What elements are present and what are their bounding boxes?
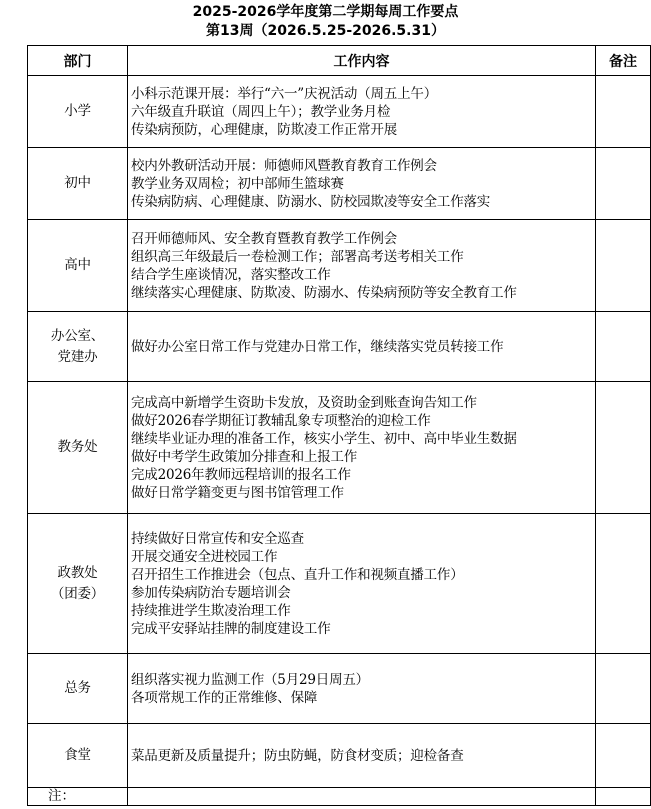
table-row [28, 724, 651, 788]
dept-cell [28, 148, 128, 220]
dept-name: （团委） [50, 585, 105, 602]
work-item: 做好2026春学期征订教辅乱象专项整治的迎检工作 [131, 412, 431, 429]
note-cell [596, 220, 651, 312]
table-row [28, 654, 651, 724]
table-body [28, 76, 651, 788]
dept-name: 高中 [64, 257, 91, 273]
dept-name: 教务处 [57, 439, 98, 455]
work-item: 持续推进学生欺凌治理工作 [131, 602, 291, 619]
dept-cell [28, 654, 128, 724]
table-row [28, 382, 651, 514]
note-cell [596, 312, 651, 382]
dept-name: 初中 [64, 175, 91, 191]
note-cell [596, 724, 651, 788]
work-item: 小科示范课开展：举行“六一”庆祝活动（周五上午） [131, 85, 438, 102]
table-row [28, 148, 651, 220]
work-item: 完成高中新增学生资助卡发放，及资助金到账查询告知工作 [131, 394, 477, 411]
note-cell [596, 514, 651, 654]
footer-note-cell [596, 788, 651, 806]
work-item: 传染病防病、心理健康、防溺水、防校园欺凌等安全工作落实 [131, 193, 491, 210]
dept-cell [28, 76, 128, 148]
work-item: 菜品更新及质量提升；防虫防蝇，防食材变质；迎检备查 [131, 747, 464, 764]
dept-name: 小学 [64, 103, 91, 119]
dept-cell [28, 724, 128, 788]
work-item: 各项常规工作的正常维修、保障 [131, 689, 318, 706]
note-cell [596, 654, 651, 724]
work-item: 组织落实视力监测工作（5月29日周五） [131, 671, 369, 688]
work-content-cell [128, 312, 596, 382]
work-item: 完成平安驿站挂牌的制度建设工作 [131, 620, 331, 637]
header-dept: 部门 [28, 46, 128, 76]
table-row [28, 220, 651, 312]
note-cell [596, 148, 651, 220]
dept-cell [28, 220, 128, 312]
work-item: 召开招生工作推进会（包点、直升工作和视频直播工作） [131, 566, 464, 583]
dept-name: 政教处 [57, 564, 98, 581]
table-row [28, 312, 651, 382]
dept-name: 党建办 [57, 348, 98, 365]
work-content-cell [128, 724, 596, 788]
work-item: 教学业务双周检；初中部师生篮球赛 [131, 175, 344, 192]
note-cell [596, 76, 651, 148]
weekly-work-table [27, 45, 651, 806]
work-item: 完成2026年教师远程培训的报名工作 [131, 466, 351, 483]
work-content-cell [128, 654, 596, 724]
work-content-cell [128, 220, 596, 312]
work-item: 做好中考学生政策加分排查和上报工作 [131, 448, 358, 465]
work-item: 召开师德师风、安全教育暨教育教学工作例会 [131, 230, 397, 247]
footer-row [28, 788, 651, 806]
dept-name: 食堂 [64, 747, 91, 763]
work-item: 六年级直升联谊（周四上午）；教学业务月检 [131, 103, 391, 120]
work-content-cell [128, 148, 596, 220]
work-item: 开展交通安全进校园工作 [131, 548, 278, 565]
table-row [28, 76, 651, 148]
dept-cell [28, 382, 128, 514]
table-row [28, 514, 651, 654]
footer-note-label: 注： [28, 788, 128, 806]
work-item: 参加传染病防治专题培训会 [131, 584, 291, 601]
work-item: 组织高三年级最后一卷检测工作；部署高考送考相关工作 [131, 248, 464, 265]
work-item: 做好日常学籍变更与图书馆管理工作 [131, 484, 344, 501]
header-note: 备注 [596, 46, 651, 76]
table-header-row [28, 46, 651, 76]
dept-cell [28, 312, 128, 382]
work-item: 校内外教研活动开展：师德师风暨教育教育工作例会 [131, 157, 437, 174]
header-work: 工作内容 [128, 46, 596, 76]
work-item: 持续做好日常宣传和安全巡查 [131, 530, 304, 547]
dept-name: 总务 [64, 680, 91, 696]
work-content-cell [128, 514, 596, 654]
note-cell [596, 382, 651, 514]
work-item: 继续落实心理健康、防欺凌、防溺水、传染病预防等安全教育工作 [131, 284, 517, 301]
footer-work-cell [128, 788, 596, 806]
work-item: 传染病预防，心理健康，防欺凌工作正常开展 [131, 121, 397, 138]
work-content-cell [128, 382, 596, 514]
work-item: 结合学生座谈情况，落实整改工作 [131, 266, 331, 283]
document-title: 2025-2026学年度第二学期每周工作要点 [192, 4, 459, 20]
document-subtitle: 第13周（2026.5.25-2026.5.31） [206, 23, 445, 39]
dept-name: 办公室、 [50, 327, 105, 344]
dept-cell [28, 514, 128, 654]
work-item: 继续毕业证办理的准备工作，核实小学生、初中、高中毕业生数据 [131, 430, 517, 447]
work-content-cell [128, 76, 596, 148]
work-item: 做好办公室日常工作与党建办日常工作，继续落实党员转接工作 [131, 338, 504, 355]
